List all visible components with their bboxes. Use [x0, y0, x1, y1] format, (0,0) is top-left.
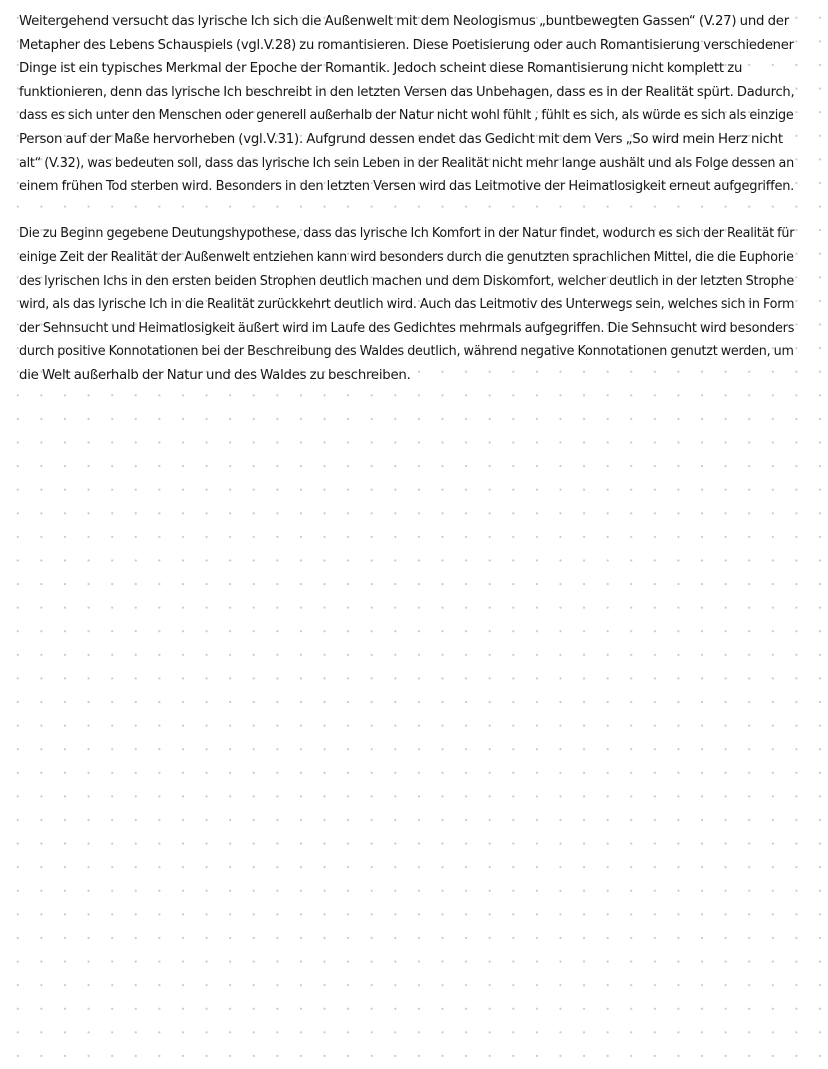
handwritten-note-page — [19, 10, 794, 388]
text-line: funktionieren, denn das lyrische Ich beschreibt in den letzten Versen das Unbehagen, dass es in der Realität spürt. Dadurch, — [19, 84, 795, 100]
text-line: durch positive Konnotationen bei der Beschreibung des Waldes deutlich, während negative Konnotationen genutzt werden, um — [19, 344, 794, 360]
text-line: Metapher des Lebens Schauspiels (vgl.V.28) zu romantisieren. Diese Poetisierung oder auch Romantisierung verschiedener — [19, 37, 794, 53]
paragraph-spacer — [19, 199, 794, 223]
text-line: einige Zeit der Realität der Außenwelt entziehen kann wird besonders durch die genutzten sprachlichen Mittel, die die Euphorie — [19, 249, 794, 265]
text-line: des lyrischen Ichs in den ersten beiden Strophen deutlich machen und dem Diskomfort, welcher deutlich in der letzten Strophe — [19, 273, 794, 289]
text-line: dass es sich unter den Menschen oder generell außerhalb der Natur nicht wohl fühlt , fühlt es sich, als würde es sich als einzige — [19, 108, 794, 124]
text-line: Die zu Beginn gegebene Deutungshypothese, dass das lyrische Ich Komfort in der Natur findet, wodurch es sich der Realität für — [19, 226, 795, 242]
text-line: die Welt außerhalb der Natur und des Waldes zu beschreiben. — [19, 367, 411, 383]
text-line: wird, als das lyrische Ich in die Realität zurückkehrt deutlich wird. Auch das Leitmotiv des Unterwegs sein, welches sich in Form — [19, 297, 795, 313]
text-line: Dinge ist ein typisches Merkmal der Epoche der Romantik. Jedoch scheint diese Romantisierung nicht komplett zu — [19, 61, 743, 77]
text-line: Weitergehend versucht das lyrische Ich sich die Außenwelt mit dem Neologismus „buntbewegten Gassen“ (V.27) und der — [19, 14, 789, 29]
text-line: der Sehnsucht und Heimatlosigkeit äußert wird im Laufe des Gedichtes mehrmals aufgegriffen. Die Sehnsucht wird besonders — [19, 320, 795, 336]
text-line: alt“ (V.32), was bedeuten soll, dass das lyrische Ich sein Leben in der Realität nicht mehr lange aushält und als Folge dessen an — [19, 155, 794, 171]
text-line: einem frühen Tod sterben wird. Besonders in den letzten Versen wird das Leitmotive der Heimatlosigkeit erneut aufgegriffen. — [19, 179, 795, 195]
paragraph-2 — [19, 222, 794, 387]
text-line: Person auf der Maße hervorheben (vgl.V.31). Aufgrund dessen endet das Gedicht mit dem Vers „So wird mein Herz nicht — [19, 131, 783, 147]
paragraph-1 — [19, 10, 794, 199]
